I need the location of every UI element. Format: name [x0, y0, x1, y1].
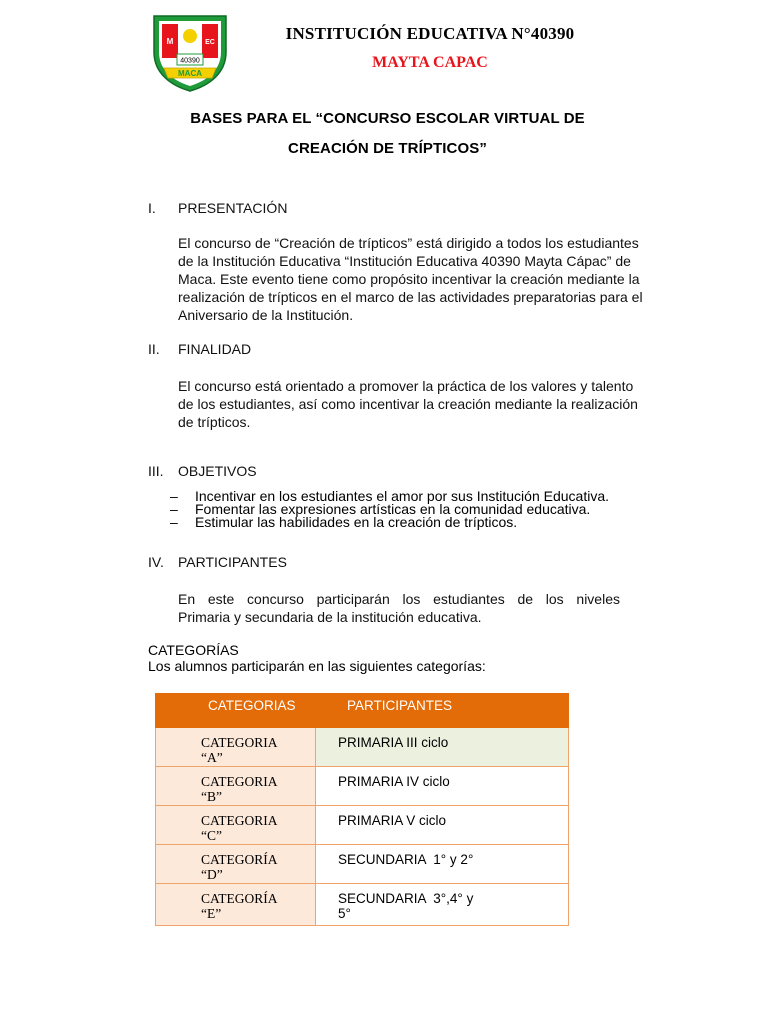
- section-title: PARTICIPANTES: [178, 554, 287, 570]
- document-title-line-1: BASES PARA EL “CONCURSO ESCOLAR VIRTUAL DE: [190, 110, 585, 127]
- list-item-text: Incentivar en los estudiantes el amor por sus Institución Educativa.: [195, 488, 609, 504]
- categories-heading: CATEGORÍAS: [148, 642, 239, 658]
- text-line: En este concurso participarán los estudiantes de los niveles: [178, 591, 620, 607]
- section-number: III.: [148, 463, 164, 479]
- section-number: I.: [148, 200, 156, 216]
- text-line: Primaria y secundaria de la institución educativa.: [178, 609, 482, 625]
- text-line: El concurso de “Creación de trípticos” está dirigido a todos los estudiantes: [178, 235, 639, 251]
- category-cell: [156, 767, 316, 806]
- logo-number: 40390: [180, 57, 200, 65]
- category-cell: [156, 884, 316, 926]
- text-line: El concurso está orientado a promover la práctica de los valores y talento: [178, 378, 634, 394]
- section-number: IV.: [148, 554, 164, 570]
- category-label: CATEGORÍA: [201, 852, 278, 867]
- category-cell: [156, 806, 316, 845]
- table-row: [156, 767, 569, 806]
- participants-cell: [316, 767, 569, 806]
- category-letter: “D”: [201, 867, 223, 882]
- text-line: Aniversario de la Institución.: [178, 307, 354, 323]
- category-label: CATEGORÍA: [201, 891, 278, 906]
- section-body-participantes: [178, 590, 620, 626]
- section-title: FINALIDAD: [178, 341, 252, 357]
- text-line: de la Institución Educativa “Institución Educativa 40390 Mayta Cápac” de: [178, 253, 631, 269]
- category-cell: [156, 728, 316, 767]
- table-row: [156, 884, 569, 926]
- column-header-categorias: CATEGORIAS: [156, 694, 316, 728]
- section-heading-presentacion: [148, 200, 287, 216]
- section-title: PRESENTACIÓN: [178, 200, 288, 216]
- column-header-participantes: PARTICIPANTES: [316, 694, 569, 728]
- institution-subtitle: MAYTA CAPAC: [372, 54, 488, 71]
- categories-intro: Los alumnos participarán en las siguientes categorías:: [148, 658, 486, 674]
- participants-text: PRIMARIA IV ciclo: [338, 774, 450, 789]
- participants-text: PRIMARIA V ciclo: [338, 813, 447, 828]
- category-label: CATEGORIA: [201, 735, 278, 750]
- category-letter: “E”: [201, 906, 222, 921]
- document-title-line-2: CREACIÓN DE TRÍPTICOS”: [288, 140, 487, 157]
- participants-text: SECUNDARIA 3°,4° y: [338, 891, 474, 906]
- text-line: de los estudiantes, así como incentivar la creación mediante la realización: [178, 396, 638, 412]
- dash-bullet: –: [170, 488, 178, 504]
- logo-letter-left: M: [166, 37, 174, 46]
- table-row: [156, 806, 569, 845]
- list-item-text: Estimular las habilidades en la creación de trípticos.: [195, 514, 518, 530]
- objectives-list: [170, 490, 609, 529]
- table-row: [156, 845, 569, 884]
- section-body-finalidad: [178, 377, 671, 431]
- participants-text: SECUNDARIA 1° y 2°: [338, 852, 474, 867]
- table-row: [156, 728, 569, 767]
- logo-banner-text: MACA: [178, 69, 202, 78]
- text-line: de trípticos.: [178, 414, 251, 430]
- list-item: [170, 516, 609, 529]
- participants-cell: [316, 845, 569, 884]
- category-letter: “A”: [201, 750, 223, 765]
- participants-cell: [316, 884, 569, 926]
- category-letter: “C”: [201, 828, 222, 843]
- section-number: II.: [148, 341, 160, 357]
- list-item-text: Fomentar las expresiones artísticas en la comunidad educativa.: [195, 501, 591, 517]
- category-letter: “B”: [201, 789, 222, 804]
- text-line: realización de trípticos en el marco de las actividades preparatorias para el: [178, 289, 643, 305]
- section-heading-participantes: [148, 554, 287, 570]
- logo-letter-right: EC: [205, 39, 215, 46]
- table-header-row: [156, 694, 569, 728]
- dash-bullet: –: [170, 514, 178, 530]
- participants-cell: [316, 728, 569, 767]
- participants-text-cont: 5°: [338, 906, 351, 921]
- section-heading-finalidad: [148, 341, 251, 357]
- category-label: CATEGORIA: [201, 774, 278, 789]
- section-title: OBJETIVOS: [178, 463, 257, 479]
- category-cell: [156, 845, 316, 884]
- text-line: Maca. Este evento tiene como propósito incentivar la creación mediante la: [178, 271, 640, 287]
- section-body-presentacion: [178, 234, 671, 324]
- section-heading-objetivos: [148, 463, 257, 479]
- category-label: CATEGORIA: [201, 813, 278, 828]
- participants-cell: [316, 806, 569, 845]
- institution-name: INSTITUCIÓN EDUCATIVA N°40390: [285, 24, 575, 43]
- school-logo-icon: [150, 12, 230, 92]
- categories-table: [155, 693, 569, 926]
- participants-text: PRIMARIA III ciclo: [338, 735, 449, 750]
- dash-bullet: –: [170, 501, 178, 517]
